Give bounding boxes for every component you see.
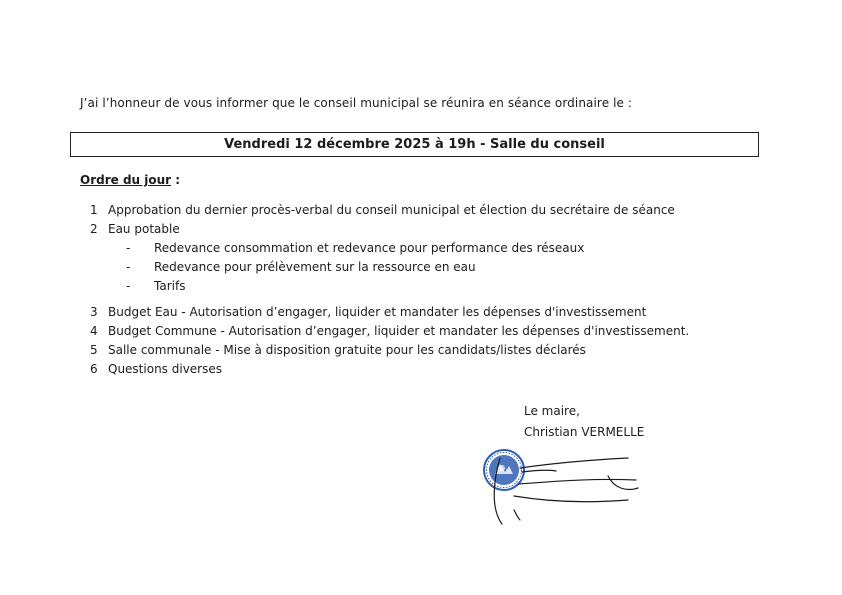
agenda-item-number: 3 (90, 305, 98, 319)
agenda-item (90, 360, 689, 379)
meeting-date-box (70, 132, 759, 157)
mayor-name: Christian VERMELLE (524, 425, 645, 439)
signature-and-stamp (478, 448, 648, 528)
agenda-item-text: Salle communale - Mise à disposition gratuite pour les candidats/listes déclarés (108, 343, 586, 357)
agenda-item-number: 4 (90, 324, 98, 338)
subitem-dash: - (126, 241, 131, 255)
agenda-item-number: 2 (90, 222, 98, 236)
agenda-item (90, 322, 689, 341)
subitem-dash: - (126, 279, 131, 293)
agenda-list (90, 201, 689, 379)
subitem-text: Redevance pour prélèvement sur la ressource en eau (154, 260, 476, 274)
intro-text: J’ai l’honneur de vous informer que le conseil municipal se réunira en séance ordinaire le : (80, 96, 633, 110)
agenda-subitem (90, 239, 689, 258)
agenda-item-text: Approbation du dernier procès-verbal du conseil municipal et élection du secrétaire de séance (108, 203, 675, 217)
agenda-item-number: 5 (90, 343, 98, 357)
agenda-item-text: Budget Commune - Autorisation d’engager, liquider et mandater les dépenses d'investissement. (108, 324, 690, 338)
subitem-dash: - (126, 260, 131, 274)
meeting-date-text: Vendredi 12 décembre 2025 à 19h - Salle du conseil (224, 137, 605, 152)
agenda-item (90, 220, 689, 239)
signature-block (524, 401, 644, 443)
subitem-text: Redevance consommation et redevance pour performance des réseaux (154, 241, 585, 255)
eau-subitem-list (90, 239, 689, 296)
agenda-subitems (90, 239, 689, 296)
agenda-item (90, 341, 689, 360)
spacer (90, 296, 689, 303)
subitem-text: Tarifs (154, 279, 186, 293)
agenda-item-number: 6 (90, 362, 98, 376)
agenda-heading (80, 173, 180, 187)
agenda-item (90, 303, 689, 322)
agenda-item-text: Budget Eau - Autorisation d’engager, liquider et mandater les dépenses d'investissement (108, 305, 647, 319)
agenda-item-text: Eau potable (108, 222, 180, 236)
agenda-item-number: 1 (90, 203, 98, 217)
mayor-role: Le maire, (524, 404, 580, 418)
agenda-heading-colon: : (171, 173, 181, 187)
agenda-item-text: Questions diverses (108, 362, 222, 376)
agenda-item (90, 201, 689, 220)
agenda-subitem (90, 277, 689, 296)
agenda-heading-label: Ordre du jour (80, 173, 172, 187)
agenda-subitem (90, 258, 689, 277)
